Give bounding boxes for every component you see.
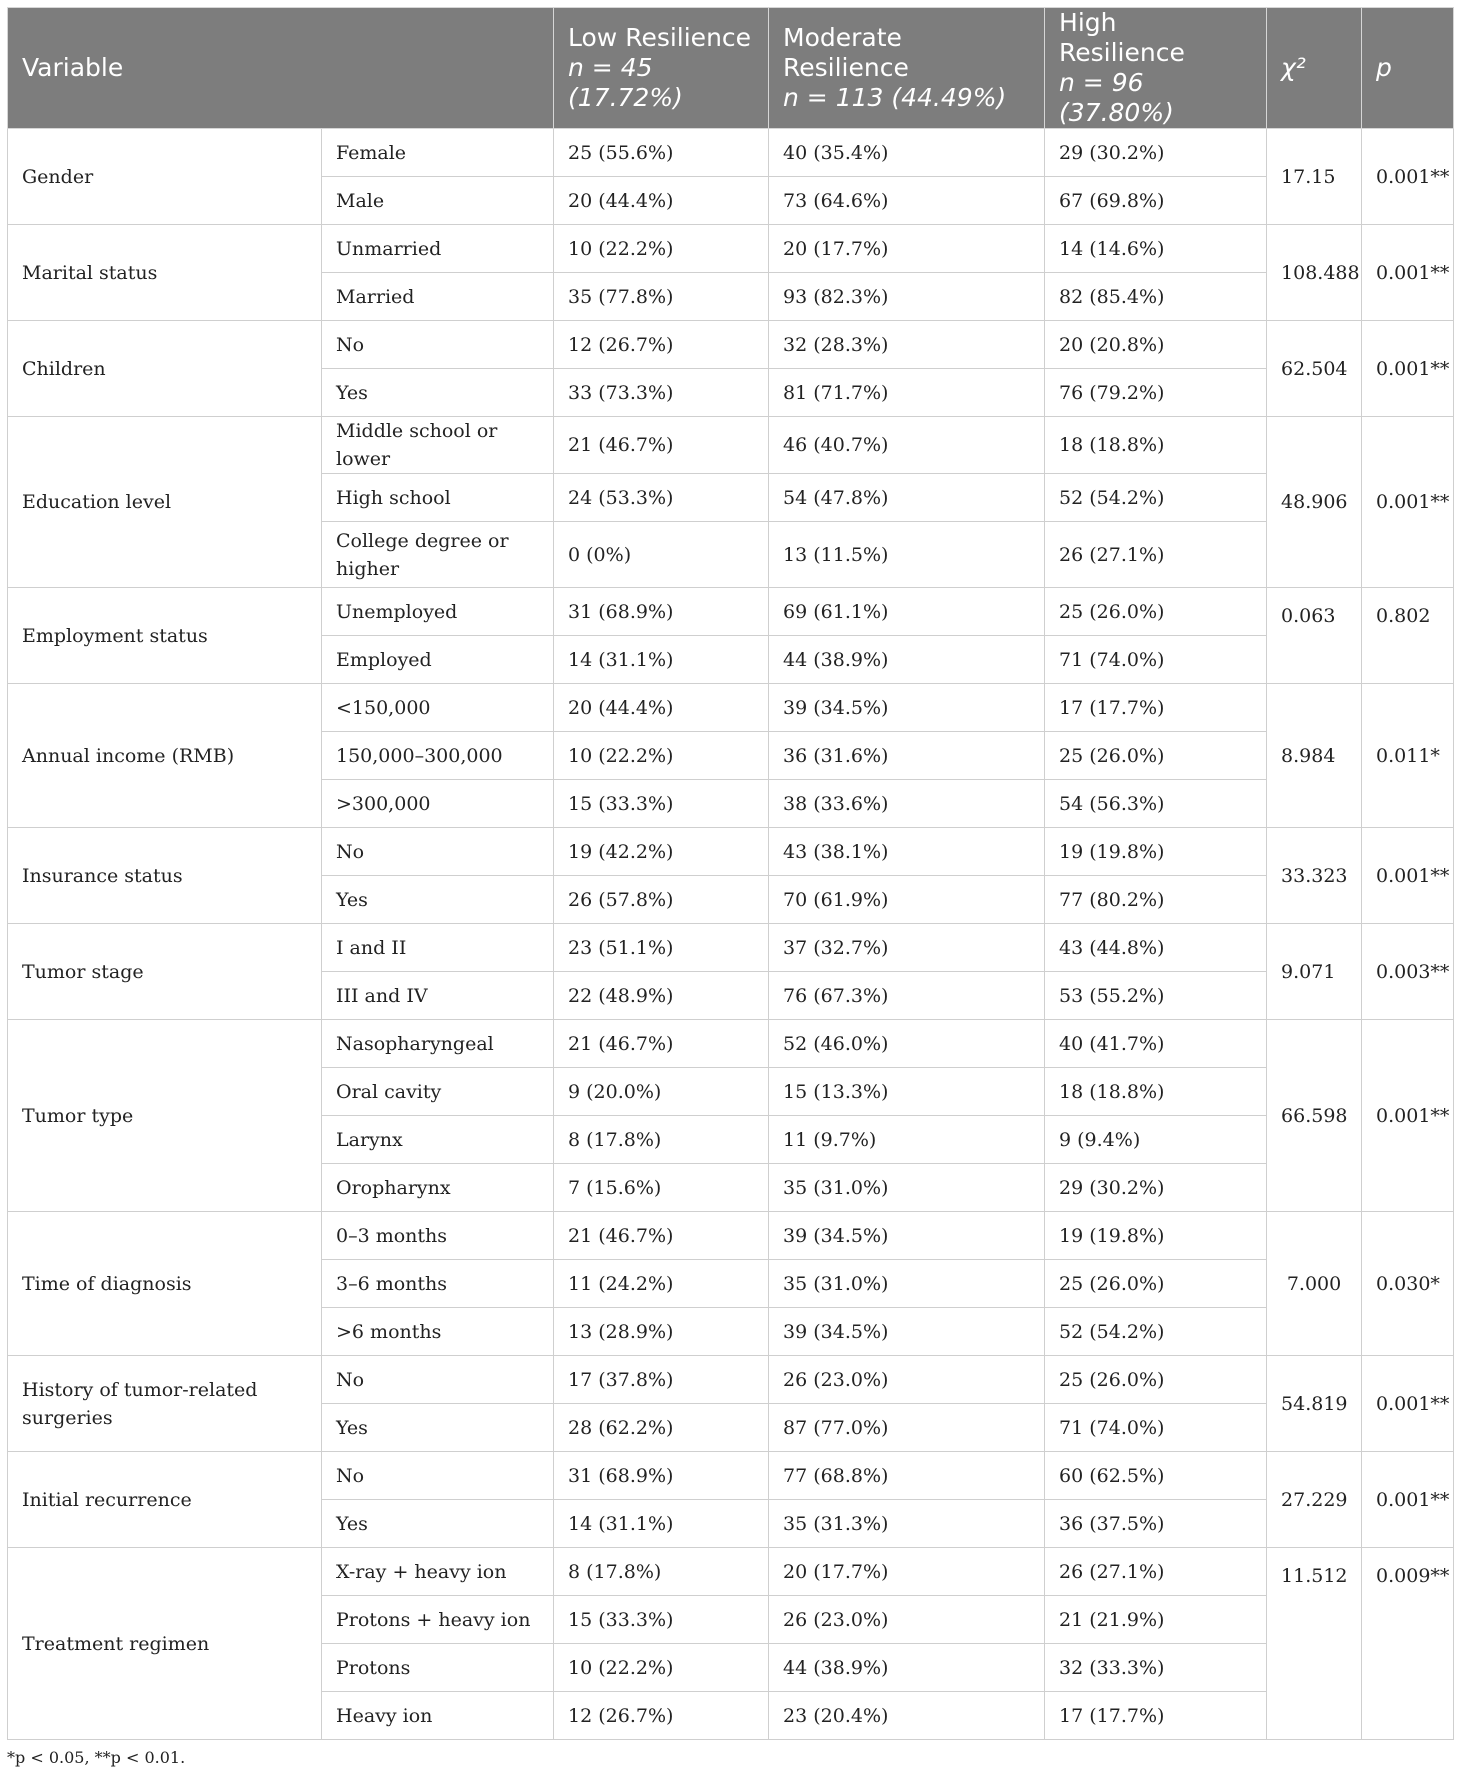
chi-square-cell: 108.488 (1267, 225, 1362, 321)
category-cell: Employed (322, 636, 554, 684)
category-cell: No (322, 1356, 554, 1404)
category-cell: I and II (322, 924, 554, 972)
moderate-resilience-cell: 35 (31.0%) (769, 1260, 1045, 1308)
low-resilience-cell: 20 (44.4%) (554, 684, 769, 732)
low-resilience-cell: 14 (31.1%) (554, 636, 769, 684)
low-resilience-cell: 12 (26.7%) (554, 321, 769, 369)
high-resilience-cell: 29 (30.2%) (1045, 129, 1267, 177)
category-cell: Protons (322, 1644, 554, 1692)
category-cell: Yes (322, 369, 554, 417)
high-resilience-cell: 32 (33.3%) (1045, 1644, 1267, 1692)
p-value-cell: 0.001** (1362, 417, 1454, 588)
table-body (8, 129, 1454, 1740)
p-value-cell: 0.030* (1362, 1212, 1454, 1356)
chi-square-cell: 17.15 (1267, 129, 1362, 225)
chi-square-cell: 33.323 (1267, 828, 1362, 924)
category-cell: Male (322, 177, 554, 225)
chi-square-cell: 48.906 (1267, 417, 1362, 588)
moderate-resilience-cell: 52 (46.0%) (769, 1020, 1045, 1068)
high-resilience-cell: 25 (26.0%) (1045, 1356, 1267, 1404)
high-resilience-cell: 20 (20.8%) (1045, 321, 1267, 369)
p-value-cell: 0.802 (1362, 588, 1454, 684)
high-resilience-cell: 60 (62.5%) (1045, 1452, 1267, 1500)
high-resilience-cell: 17 (17.7%) (1045, 684, 1267, 732)
moderate-resilience-cell: 11 (9.7%) (769, 1116, 1045, 1164)
category-cell: <150,000 (322, 684, 554, 732)
high-resilience-cell: 19 (19.8%) (1045, 828, 1267, 876)
high-resilience-cell: 29 (30.2%) (1045, 1164, 1267, 1212)
table-row (8, 129, 1454, 177)
moderate-resilience-cell: 44 (38.9%) (769, 636, 1045, 684)
moderate-resilience-cell: 43 (38.1%) (769, 828, 1045, 876)
high-resilience-cell: 36 (37.5%) (1045, 1500, 1267, 1548)
category-cell: Unmarried (322, 225, 554, 273)
high-resilience-cell: 9 (9.4%) (1045, 1116, 1267, 1164)
variable-cell: History of tumor-related surgeries (8, 1356, 322, 1452)
high-resilience-cell: 25 (26.0%) (1045, 588, 1267, 636)
variable-cell: Treatment regimen (8, 1548, 322, 1740)
table-row (8, 1548, 1454, 1596)
chi-square-cell: 8.984 (1267, 684, 1362, 828)
low-resilience-cell: 21 (46.7%) (554, 417, 769, 474)
category-cell: Yes (322, 1500, 554, 1548)
chi-square-cell: 11.512 (1267, 1548, 1362, 1740)
low-resilience-cell: 7 (15.6%) (554, 1164, 769, 1212)
variable-cell: Initial recurrence (8, 1452, 322, 1548)
low-resilience-cell: 26 (57.8%) (554, 876, 769, 924)
high-resilience-cell: 40 (41.7%) (1045, 1020, 1267, 1068)
p-value-cell: 0.001** (1362, 1452, 1454, 1548)
category-cell: Middle school or lower (322, 417, 554, 474)
low-resilience-cell: 8 (17.8%) (554, 1548, 769, 1596)
low-resilience-cell: 35 (77.8%) (554, 273, 769, 321)
high-resilience-cell: 26 (27.1%) (1045, 1548, 1267, 1596)
moderate-resilience-cell: 87 (77.0%) (769, 1404, 1045, 1452)
moderate-resilience-cell: 38 (33.6%) (769, 780, 1045, 828)
chi-square-cell: 27.229 (1267, 1452, 1362, 1548)
high-resilience-cell: 52 (54.2%) (1045, 474, 1267, 522)
moderate-resilience-cell: 39 (34.5%) (769, 1308, 1045, 1356)
moderate-resilience-cell: 77 (68.8%) (769, 1452, 1045, 1500)
moderate-resilience-cell: 15 (13.3%) (769, 1068, 1045, 1116)
header-low-resilience: Low Resilience n = 45 (17.72%) (554, 8, 769, 129)
p-value-cell: 0.003** (1362, 924, 1454, 1020)
high-resilience-cell: 52 (54.2%) (1045, 1308, 1267, 1356)
low-resilience-cell: 9 (20.0%) (554, 1068, 769, 1116)
table-row (8, 1356, 1454, 1404)
chi-square-cell: 54.819 (1267, 1356, 1362, 1452)
p-value-cell: 0.011* (1362, 684, 1454, 828)
low-resilience-cell: 10 (22.2%) (554, 732, 769, 780)
moderate-resilience-cell: 81 (71.7%) (769, 369, 1045, 417)
category-cell: High school (322, 474, 554, 522)
variable-cell: Marital status (8, 225, 322, 321)
category-cell: 150,000–300,000 (322, 732, 554, 780)
low-resilience-cell: 0 (0%) (554, 522, 769, 588)
variable-cell: Gender (8, 129, 322, 225)
low-resilience-cell: 23 (51.1%) (554, 924, 769, 972)
table-row (8, 321, 1454, 369)
table-row (8, 1020, 1454, 1068)
moderate-resilience-cell: 32 (28.3%) (769, 321, 1045, 369)
variable-cell: Employment status (8, 588, 322, 684)
moderate-resilience-cell: 40 (35.4%) (769, 129, 1045, 177)
table-row (8, 417, 1454, 474)
table-row (8, 225, 1454, 273)
p-value-cell: 0.001** (1362, 129, 1454, 225)
category-cell: Oral cavity (322, 1068, 554, 1116)
high-resilience-cell: 54 (56.3%) (1045, 780, 1267, 828)
low-resilience-cell: 31 (68.9%) (554, 1452, 769, 1500)
p-value-cell: 0.001** (1362, 225, 1454, 321)
high-resilience-cell: 25 (26.0%) (1045, 732, 1267, 780)
high-resilience-cell: 17 (17.7%) (1045, 1692, 1267, 1740)
high-resilience-cell: 18 (18.8%) (1045, 417, 1267, 474)
table-row (8, 828, 1454, 876)
moderate-resilience-cell: 54 (47.8%) (769, 474, 1045, 522)
low-resilience-cell: 10 (22.2%) (554, 1644, 769, 1692)
table-row (8, 588, 1454, 636)
low-resilience-cell: 31 (68.9%) (554, 588, 769, 636)
low-resilience-cell: 28 (62.2%) (554, 1404, 769, 1452)
p-value-cell: 0.001** (1362, 1356, 1454, 1452)
variable-cell: Education level (8, 417, 322, 588)
table-container (7, 7, 1453, 1740)
category-cell: Protons + heavy ion (322, 1596, 554, 1644)
high-resilience-cell: 26 (27.1%) (1045, 522, 1267, 588)
low-resilience-cell: 25 (55.6%) (554, 129, 769, 177)
low-resilience-cell: 19 (42.2%) (554, 828, 769, 876)
variable-cell: Tumor type (8, 1020, 322, 1212)
category-cell: Married (322, 273, 554, 321)
variable-cell: Annual income (RMB) (8, 684, 322, 828)
p-value-cell: 0.001** (1362, 321, 1454, 417)
category-cell: X-ray + heavy ion (322, 1548, 554, 1596)
high-resilience-cell: 14 (14.6%) (1045, 225, 1267, 273)
moderate-resilience-cell: 69 (61.1%) (769, 588, 1045, 636)
high-resilience-cell: 53 (55.2%) (1045, 972, 1267, 1020)
low-resilience-cell: 21 (46.7%) (554, 1212, 769, 1260)
p-value-cell: 0.001** (1362, 1020, 1454, 1212)
category-cell: Unemployed (322, 588, 554, 636)
table-row (8, 924, 1454, 972)
moderate-resilience-cell: 36 (31.6%) (769, 732, 1045, 780)
resilience-table (7, 7, 1454, 1740)
high-resilience-cell: 19 (19.8%) (1045, 1212, 1267, 1260)
high-resilience-cell: 67 (69.8%) (1045, 177, 1267, 225)
variable-cell: Insurance status (8, 828, 322, 924)
category-cell: 0–3 months (322, 1212, 554, 1260)
moderate-resilience-cell: 39 (34.5%) (769, 1212, 1045, 1260)
header-moderate-resilience: Moderate Resilience n = 113 (44.49%) (769, 8, 1045, 129)
table-row (8, 1212, 1454, 1260)
category-cell: No (322, 828, 554, 876)
high-resilience-cell: 18 (18.8%) (1045, 1068, 1267, 1116)
high-resilience-cell: 43 (44.8%) (1045, 924, 1267, 972)
high-resilience-cell: 21 (21.9%) (1045, 1596, 1267, 1644)
category-cell: Nasopharyngeal (322, 1020, 554, 1068)
low-resilience-cell: 20 (44.4%) (554, 177, 769, 225)
moderate-resilience-cell: 37 (32.7%) (769, 924, 1045, 972)
low-resilience-cell: 22 (48.9%) (554, 972, 769, 1020)
table-row (8, 1452, 1454, 1500)
category-cell: No (322, 1452, 554, 1500)
category-cell: Larynx (322, 1116, 554, 1164)
moderate-resilience-cell: 26 (23.0%) (769, 1356, 1045, 1404)
high-resilience-cell: 82 (85.4%) (1045, 273, 1267, 321)
moderate-resilience-cell: 73 (64.6%) (769, 177, 1045, 225)
category-cell: Yes (322, 1404, 554, 1452)
high-resilience-cell: 76 (79.2%) (1045, 369, 1267, 417)
variable-cell: Tumor stage (8, 924, 322, 1020)
p-value-cell: 0.001** (1362, 828, 1454, 924)
moderate-resilience-cell: 23 (20.4%) (769, 1692, 1045, 1740)
category-cell: No (322, 321, 554, 369)
high-resilience-cell: 77 (80.2%) (1045, 876, 1267, 924)
category-cell: Female (322, 129, 554, 177)
high-resilience-cell: 71 (74.0%) (1045, 636, 1267, 684)
high-resilience-cell: 71 (74.0%) (1045, 1404, 1267, 1452)
moderate-resilience-cell: 35 (31.0%) (769, 1164, 1045, 1212)
moderate-resilience-cell: 46 (40.7%) (769, 417, 1045, 474)
low-resilience-cell: 11 (24.2%) (554, 1260, 769, 1308)
chi-square-cell: 62.504 (1267, 321, 1362, 417)
variable-cell: Time of diagnosis (8, 1212, 322, 1356)
low-resilience-cell: 8 (17.8%) (554, 1116, 769, 1164)
moderate-resilience-cell: 39 (34.5%) (769, 684, 1045, 732)
low-resilience-cell: 21 (46.7%) (554, 1020, 769, 1068)
moderate-resilience-cell: 20 (17.7%) (769, 225, 1045, 273)
low-resilience-cell: 15 (33.3%) (554, 780, 769, 828)
low-resilience-cell: 13 (28.9%) (554, 1308, 769, 1356)
moderate-resilience-cell: 20 (17.7%) (769, 1548, 1045, 1596)
p-value-cell: 0.009** (1362, 1548, 1454, 1740)
header-variable: Variable (8, 8, 554, 129)
high-resilience-cell: 25 (26.0%) (1045, 1260, 1267, 1308)
moderate-resilience-cell: 13 (11.5%) (769, 522, 1045, 588)
low-resilience-cell: 17 (37.8%) (554, 1356, 769, 1404)
moderate-resilience-cell: 70 (61.9%) (769, 876, 1045, 924)
low-resilience-cell: 12 (26.7%) (554, 1692, 769, 1740)
moderate-resilience-cell: 76 (67.3%) (769, 972, 1045, 1020)
category-cell: Yes (322, 876, 554, 924)
table-header (8, 8, 1454, 129)
chi-square-cell: 66.598 (1267, 1020, 1362, 1212)
low-resilience-cell: 10 (22.2%) (554, 225, 769, 273)
category-cell: >6 months (322, 1308, 554, 1356)
moderate-resilience-cell: 35 (31.3%) (769, 1500, 1045, 1548)
low-resilience-cell: 24 (53.3%) (554, 474, 769, 522)
table-row (8, 684, 1454, 732)
category-cell: College degree or higher (322, 522, 554, 588)
moderate-resilience-cell: 26 (23.0%) (769, 1596, 1045, 1644)
moderate-resilience-cell: 93 (82.3%) (769, 273, 1045, 321)
variable-cell: Children (8, 321, 322, 417)
header-p-value: p (1362, 8, 1454, 129)
category-cell: >300,000 (322, 780, 554, 828)
chi-square-cell: 7.000 (1267, 1212, 1362, 1356)
header-chi-square: χ² (1267, 8, 1362, 129)
chi-square-cell: 0.063 (1267, 588, 1362, 684)
category-cell: III and IV (322, 972, 554, 1020)
header-high-resilience: High Resilience n = 96 (37.80%) (1045, 8, 1267, 129)
low-resilience-cell: 14 (31.1%) (554, 1500, 769, 1548)
category-cell: Heavy ion (322, 1692, 554, 1740)
category-cell: 3–6 months (322, 1260, 554, 1308)
chi-square-cell: 9.071 (1267, 924, 1362, 1020)
low-resilience-cell: 15 (33.3%) (554, 1596, 769, 1644)
low-resilience-cell: 33 (73.3%) (554, 369, 769, 417)
category-cell: Oropharynx (322, 1164, 554, 1212)
moderate-resilience-cell: 44 (38.9%) (769, 1644, 1045, 1692)
table-footnote: *p < 0.05, **p < 0.01. (7, 1748, 186, 1767)
